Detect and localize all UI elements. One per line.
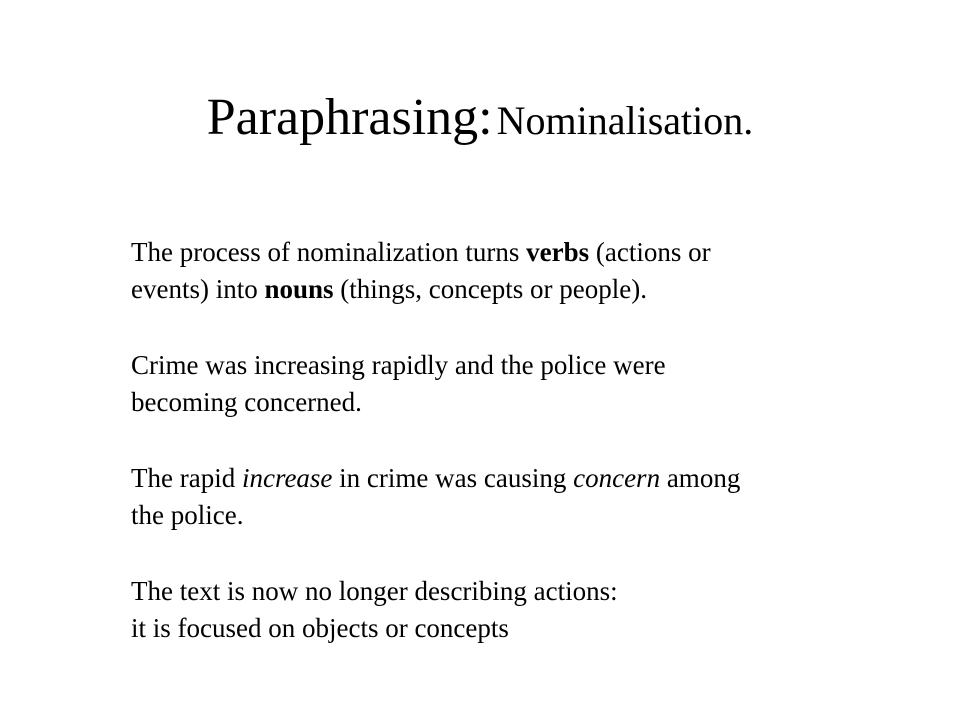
paragraph-line: becoming concerned.: [131, 387, 362, 417]
text-segment: in crime was causing: [332, 463, 574, 493]
title-sub: Nominalisation.: [496, 98, 754, 143]
text-segment: The rapid: [131, 463, 242, 493]
slide-title: [0, 89, 960, 146]
paragraph-line: Crime was increasing rapidly and the police were: [131, 350, 666, 380]
paragraph-line: [131, 234, 861, 271]
italic-term-increase: increase: [241, 463, 333, 493]
slide-body: [131, 234, 861, 647]
bold-term-nouns: nouns: [264, 274, 334, 304]
paragraph-line: The text is now no longer describing actions:: [131, 576, 618, 606]
text-segment: among: [660, 463, 741, 493]
paragraph-line: [131, 271, 861, 308]
paragraph-verb-example: [131, 347, 861, 421]
paragraph-conclusion: [131, 573, 861, 647]
italic-term-concern: concern: [573, 463, 661, 493]
paragraph-line: it is focused on objects or concepts: [131, 613, 509, 643]
bold-term-verbs: verbs: [526, 237, 590, 267]
paragraph-noun-example: [131, 460, 861, 534]
text-segment: events) into: [131, 274, 265, 304]
title-main: Paraphrasing:: [206, 89, 493, 146]
text-segment: (actions or: [589, 237, 711, 267]
text-segment: (things, concepts or people).: [333, 274, 647, 304]
text-segment: The process of nominalization turns: [131, 237, 527, 267]
paragraph-definition: [131, 234, 861, 308]
paragraph-line: [131, 460, 861, 497]
paragraph-line: the police.: [131, 500, 244, 530]
